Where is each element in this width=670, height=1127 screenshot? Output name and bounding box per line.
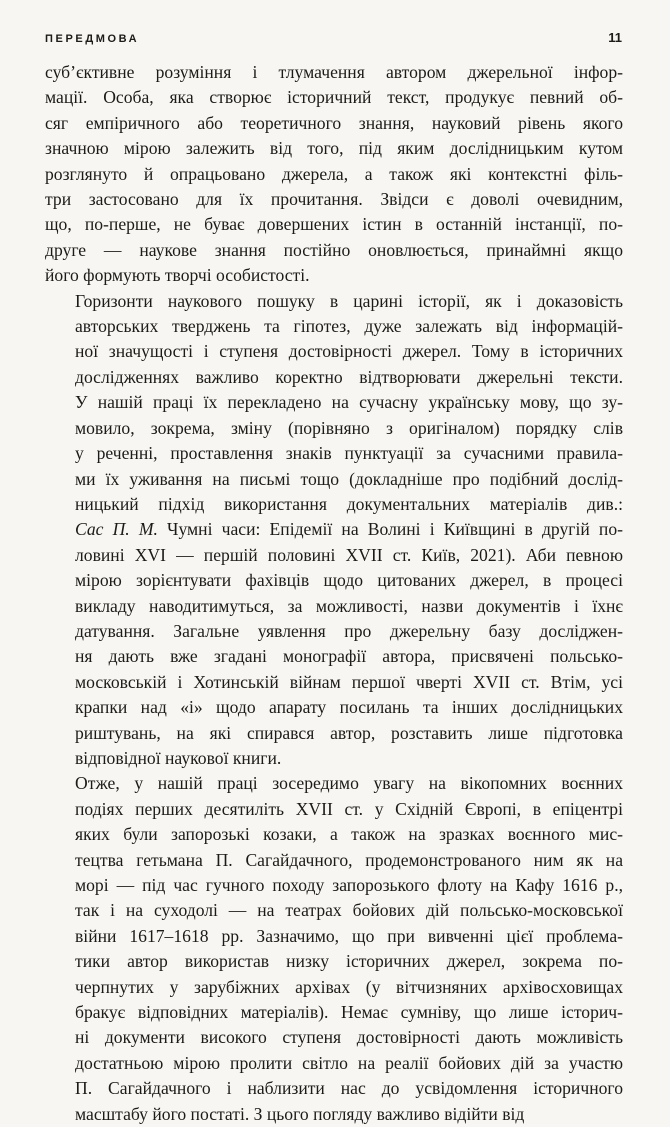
page-header [45, 30, 622, 45]
text-line: риштувань, на які спирався автор, розставить лише підготовка [75, 722, 623, 743]
text-line: бракує відповідних матеріалів). Немає сумніву, що лише історич- [75, 1002, 623, 1023]
text-line: сяг емпіричного або теоретичного знання, науковий рівень якого [45, 112, 623, 133]
text-line: дослідженнях важливо коректно відтворювати джерельні тексти. [75, 366, 623, 387]
text-line: суб’єктивне розуміння і тлумачення автором джерельної інфор- [45, 62, 623, 82]
text-line: достатньою мірою пролити світло на реалії бойових дій за участю [75, 1052, 623, 1073]
text-line: ловині XVI — першій половині XVII ст. Київ, 2021). Аби певною [75, 544, 623, 565]
text-line: авторських тверджень та гіпотез, дуже залежать від інформацій- [75, 316, 623, 337]
paragraph [45, 771, 623, 1127]
text-line: масштабу його постаті. З цього погляду важливо відійти від [75, 1103, 525, 1124]
text-line: ми їх уживання на письмі тощо (докладніше про подібний дослід- [75, 468, 623, 489]
text-line: морі — під час гучного походу запорозького флоту на Кафу 1616 р., [75, 875, 623, 895]
text-line: його формують творчі особистості. [45, 265, 310, 286]
text-line: П. Сагайдачного і наблизити нас до усвідомлення історичного [75, 1078, 623, 1099]
text-line: так і на суходолі — на театрах бойових дій польсько-московської [75, 900, 623, 921]
text-line: тики автор використав низку історичних джерел, зокрема по- [75, 951, 623, 972]
text-line: розглянуто й опрацьовано джерела, а також які контекстні філь- [45, 163, 623, 184]
text-line: три застосовано для їх прочитання. Звідси є доволі очевидним, [45, 189, 623, 210]
text-line: мовило, зокрема, зміну (порівняно з оригіналом) порядку слів [75, 417, 623, 438]
page-number: 11 [608, 30, 622, 45]
text-line: Горизонти наукового пошуку в царині історії, як і доказовість [75, 290, 623, 311]
text-line: московській і Хотинській війнам першої чверті XVII ст. Втім, усі [75, 671, 623, 692]
text-line: ницький підхід використання документальних матеріалів див.: [75, 493, 623, 514]
citation-author: Сас П. М. [75, 519, 158, 540]
running-head: ПЕРЕДМОВА [45, 33, 140, 45]
text-line: ня дають вже згадані монографії автора, присвячені польсько- [75, 646, 623, 667]
paragraph [45, 289, 623, 772]
text-line: друге — наукове знання постійно оновлюється, принаймні якщо [45, 239, 623, 260]
text-line: Сас П. М. Чумні часи: Епідемії на Волині і Київщині в другій по- [75, 519, 623, 540]
paragraph [45, 60, 623, 289]
text-line: крапки над «і» щодо апарату посилань та інших дослідницьких [75, 697, 623, 718]
text-line: черпнутих у зарубіжних архівах (у вітчизняних архівосховищах [75, 976, 623, 997]
text-line: ної значущості і ступеня достовірності джерел. Тому в історичних [75, 341, 623, 362]
text-line: що, по-перше, не буває довершених істин в останній інстанції, по- [45, 214, 623, 235]
text-line: мації. Особа, яка створює історичний текст, продукує певний об- [45, 87, 623, 108]
text-line: відповідної наукової книги. [75, 747, 282, 768]
text-line: війни 1617–1618 рр. Зазначимо, що при вивченні цієї проблема- [75, 925, 623, 946]
text-line: подіях перших десятиліть XVII ст. у Східній Європі, в епіцентрі [75, 798, 623, 819]
body-text [45, 60, 623, 1127]
text-line: значною мірою залежить від того, під яким дослідницьким кутом [45, 138, 623, 159]
text-line: датування. Загальне уявлення про джерельну базу досліджен- [75, 620, 623, 641]
text-line: яких були запорозькі козаки, а також на зразках воєнного мис- [75, 824, 623, 845]
text-line: Отже, у нашій праці зосередимо увагу на вікопомних воєнних [75, 773, 623, 794]
text-line: ні документи високого ступеня достовірності дають можливість [75, 1027, 623, 1048]
text-line: тецтва гетьмана П. Сагайдачного, продемонстрованого ним як на [75, 849, 623, 870]
text-line: викладу наводитимуться, за можливості, назви документів і їхнє [75, 595, 623, 616]
text-line: у реченні, проставлення знаків пунктуації за сучасними правила- [75, 443, 623, 464]
text-line: мірою зорієнтувати фахівців щодо цитованих джерел, в процесі [75, 570, 623, 591]
text-line: У нашій праці їх перекладено на сучасну українську мову, що зу- [75, 392, 623, 413]
